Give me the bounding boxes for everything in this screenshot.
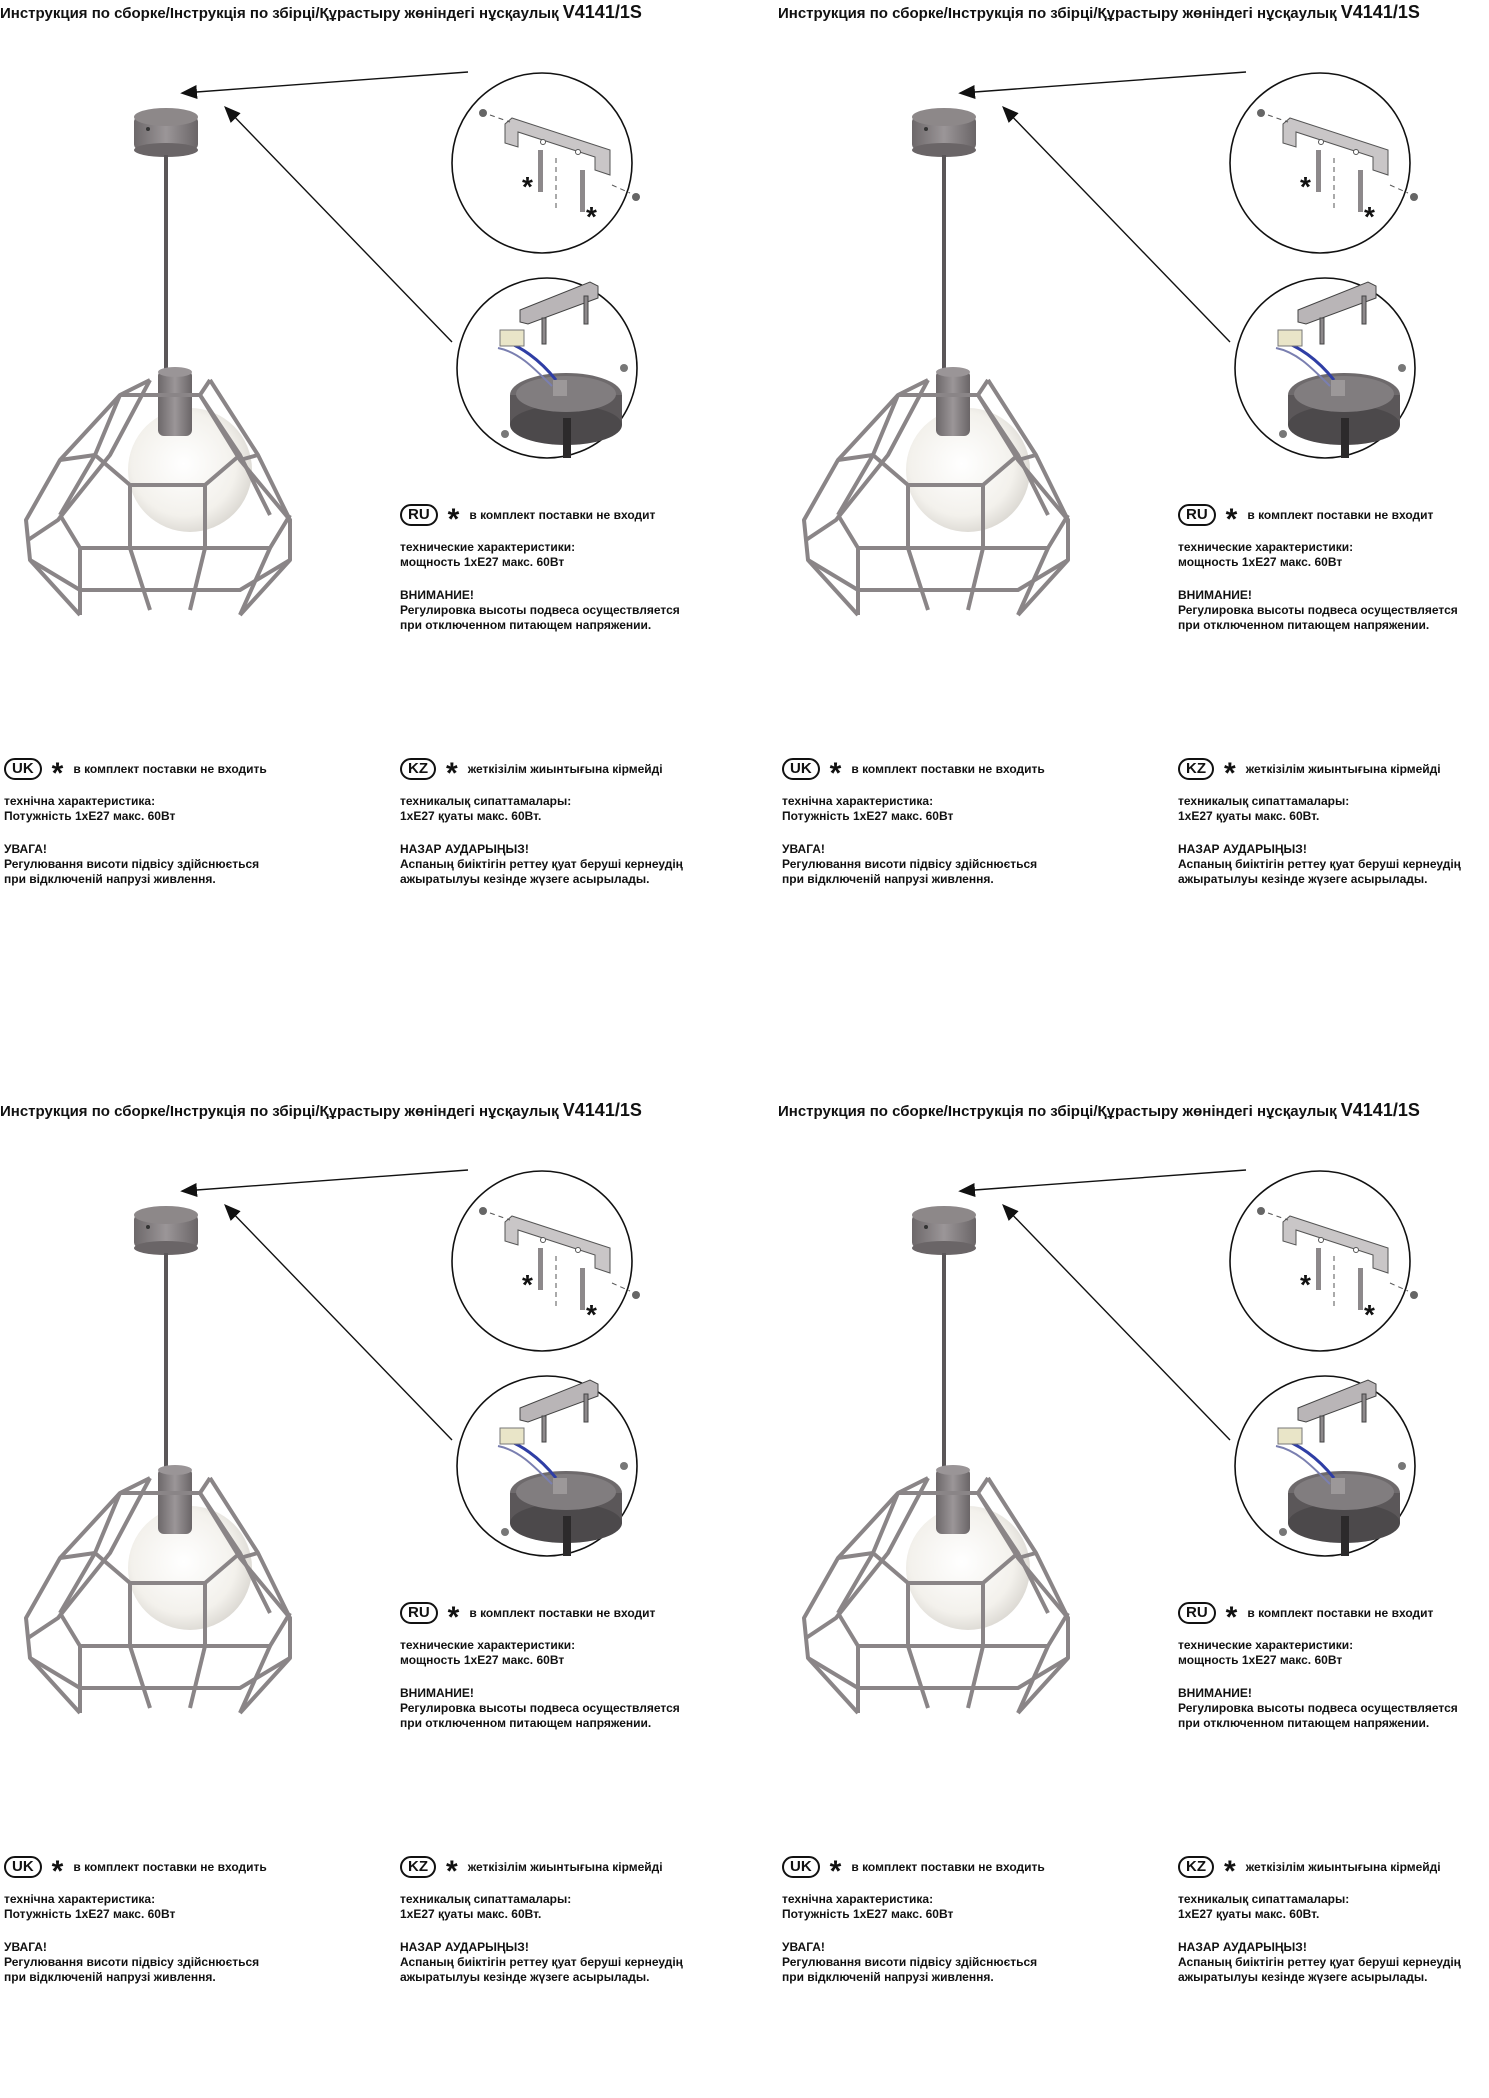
kz-not-included-note: жеткізілім жиынтығына кірмейді: [467, 761, 663, 776]
uk-not-included-note: в комплект поставки не входить: [73, 1859, 267, 1874]
ru-spec-value: мощность 1хЕ27 макс. 60Вт: [1178, 1653, 1343, 1667]
star-icon: *: [1225, 503, 1238, 536]
detail-circle-bracket: [452, 1171, 640, 1351]
ceiling-canopy: [134, 1206, 198, 1255]
instruction-sheet: [778, 1098, 1489, 2098]
callout-arrows: [183, 72, 468, 342]
arrow-to-canopy-2: [226, 1206, 452, 1440]
arrow-to-canopy-2: [1004, 108, 1230, 342]
ru-warning-title: ВНИМАНИЕ!: [1178, 1686, 1252, 1700]
kz-spec-value: 1хЕ27 қуаты макс. 60Вт.: [400, 1907, 542, 1921]
uk-warning-line: при відключеній напрузі живлення.: [782, 872, 994, 886]
title-text: Инструкция по сборке/Інструкція по збірці/Құрастыру жөніндегі нұсқаулық: [0, 5, 559, 22]
star-icon: *: [51, 1855, 64, 1888]
kz-section: [1178, 1854, 1489, 1985]
star-marker: *: [1364, 1299, 1375, 1330]
star-icon: *: [1224, 757, 1236, 790]
star-marker: *: [586, 201, 597, 232]
uk-spec-title: технічна характеристика:: [782, 794, 934, 808]
title-text: Инструкция по сборке/Інструкція по збірці/Құрастыру жөніндегі нұсқаулық: [778, 1103, 1337, 1120]
ru-spec-title: технические характеристики:: [400, 540, 576, 554]
ru-language-badge: RU: [400, 1602, 438, 1624]
kz-warning-title: НАЗАР АУДАРЫҢЫЗ!: [400, 842, 529, 856]
star-marker: *: [586, 1299, 597, 1330]
detail-circle-bracket: [452, 73, 640, 253]
ceiling-canopy: [134, 108, 198, 157]
uk-language-badge: UK: [782, 1856, 820, 1878]
kz-spec-title: техникалық сипаттамалары:: [1178, 1892, 1350, 1906]
kz-language-badge: KZ: [400, 1856, 436, 1878]
kz-language-badge: KZ: [400, 758, 436, 780]
uk-warning-line: при відключеній напрузі живлення.: [4, 1970, 216, 1984]
arrow-to-canopy: [961, 1170, 1246, 1191]
title-text: Инструкция по сборке/Інструкція по збірці/Құрастыру жөніндегі нұсқаулық: [0, 1103, 559, 1120]
ru-not-included-note: в комплект поставки не входит: [469, 507, 656, 522]
uk-spec-title: технічна характеристика:: [4, 1892, 156, 1906]
model-number: V4141/1S: [1340, 2, 1420, 22]
detail-circle-wiring: [457, 278, 637, 458]
star-icon: *: [447, 1601, 460, 1634]
kz-section: [400, 1854, 730, 1985]
uk-warning-line: при відключеній напрузі живлення.: [4, 872, 216, 886]
uk-section: [782, 756, 1112, 887]
kz-warning-line: Аспаның биіктігін реттеу қуат беруші кернеудің: [1178, 1955, 1461, 1969]
ceiling-canopy: [912, 1206, 976, 1255]
detail-circle-wiring: [457, 1376, 637, 1556]
arrow-to-canopy: [183, 72, 468, 93]
kz-warning-line: ажыратылуы кезінде жүзеге асырылады.: [1178, 872, 1428, 886]
kz-not-included-note: жеткізілім жиынтығына кірмейді: [1245, 1859, 1441, 1874]
callout-arrows: [183, 1170, 468, 1440]
instruction-sheet: [778, 0, 1489, 1000]
uk-warning-line: Регулювання висоти підвісу здійснюється: [4, 857, 260, 871]
uk-spec-value: Потужність 1хЕ27 макс. 60Вт: [4, 1907, 176, 1921]
uk-warning-line: при відключеній напрузі живлення.: [782, 1970, 994, 1984]
ru-language-badge: RU: [400, 504, 438, 526]
detail-circle-bracket: [1230, 73, 1418, 253]
callout-arrows: [961, 72, 1246, 342]
uk-spec-value: Потужність 1хЕ27 макс. 60Вт: [782, 1907, 954, 1921]
kz-warning-line: ажыратылуы кезінде жүзеге асырылады.: [1178, 1970, 1428, 1984]
uk-not-included-note: в комплект поставки не входить: [851, 1859, 1045, 1874]
kz-section: [400, 756, 730, 887]
star-icon: *: [51, 757, 64, 790]
star-icon: *: [829, 1855, 842, 1888]
kz-warning-line: Аспаның биіктігін реттеу қуат беруші кернеудің: [1178, 857, 1461, 871]
ru-section: [1178, 502, 1489, 633]
detail-circle-wiring: [1235, 278, 1415, 458]
uk-not-included-note: в комплект поставки не входить: [851, 761, 1045, 776]
kz-not-included-note: жеткізілім жиынтығына кірмейді: [467, 1859, 663, 1874]
star-icon: *: [829, 757, 842, 790]
kz-warning-title: НАЗАР АУДАРЫҢЫЗ!: [400, 1940, 529, 1954]
kz-spec-title: техникалық сипаттамалары:: [400, 794, 572, 808]
ru-warning-line: при отключенном питающем напряжении.: [1178, 1716, 1430, 1730]
star-icon: *: [1224, 1855, 1236, 1888]
uk-language-badge: UK: [782, 758, 820, 780]
kz-warning-title: НАЗАР АУДАРЫҢЫЗ!: [1178, 842, 1307, 856]
kz-spec-title: техникалық сипаттамалары:: [1178, 794, 1350, 808]
kz-section: [1178, 756, 1489, 887]
uk-warning-title: УВАГА!: [4, 1940, 47, 1954]
uk-language-badge: UK: [4, 1856, 42, 1878]
uk-section: [4, 1854, 334, 1985]
kz-language-badge: KZ: [1178, 758, 1214, 780]
uk-section: [4, 756, 334, 887]
ru-warning-title: ВНИМАНИЕ!: [400, 1686, 474, 1700]
uk-warning-line: Регулювання висоти підвісу здійснюється: [4, 1955, 260, 1969]
uk-warning-title: УВАГА!: [4, 842, 47, 856]
kz-warning-title: НАЗАР АУДАРЫҢЫЗ!: [1178, 1940, 1307, 1954]
model-number: V4141/1S: [562, 1100, 642, 1120]
uk-spec-title: технічна характеристика:: [4, 794, 156, 808]
ru-section: [400, 1600, 730, 1731]
ru-section: [1178, 1600, 1489, 1731]
ru-spec-value: мощность 1хЕ27 макс. 60Вт: [400, 1653, 565, 1667]
ru-warning-line: при отключенном питающем напряжении.: [400, 1716, 652, 1730]
ru-warning-line: Регулировка высоты подвеса осуществляется: [1178, 603, 1458, 617]
model-number: V4141/1S: [562, 2, 642, 22]
ru-not-included-note: в комплект поставки не входит: [1247, 507, 1434, 522]
arrow-to-canopy-2: [226, 108, 452, 342]
ru-spec-title: технические характеристики:: [400, 1638, 576, 1652]
ceiling-canopy: [912, 108, 976, 157]
arrow-to-canopy: [961, 72, 1246, 93]
ru-language-badge: RU: [1178, 504, 1216, 526]
kz-warning-line: ажыратылуы кезінде жүзеге асырылады.: [400, 872, 650, 886]
ru-spec-title: технические характеристики:: [1178, 540, 1354, 554]
uk-section: [782, 1854, 1112, 1985]
star-icon: *: [1225, 1601, 1238, 1634]
uk-warning-line: Регулювання висоти підвісу здійснюється: [782, 857, 1038, 871]
arrow-to-canopy-2: [1004, 1206, 1230, 1440]
uk-warning-line: Регулювання висоти підвісу здійснюється: [782, 1955, 1038, 1969]
arrow-to-canopy: [183, 1170, 468, 1191]
uk-not-included-note: в комплект поставки не входить: [73, 761, 267, 776]
kz-warning-line: Аспаның биіктігін реттеу қуат беруші кернеудің: [400, 1955, 683, 1969]
kz-warning-line: Аспаның биіктігін реттеу қуат беруші кернеудің: [400, 857, 683, 871]
detail-circle-bracket: [1230, 1171, 1418, 1351]
ru-warning-line: Регулировка высоты подвеса осуществляется: [1178, 1701, 1458, 1715]
kz-spec-value: 1хЕ27 қуаты макс. 60Вт.: [400, 809, 542, 823]
kz-language-badge: KZ: [1178, 1856, 1214, 1878]
kz-spec-title: техникалық сипаттамалары:: [400, 1892, 572, 1906]
instruction-sheet: [0, 0, 744, 1000]
star-marker: *: [1300, 171, 1311, 202]
star-icon: *: [446, 757, 458, 790]
kz-spec-value: 1хЕ27 қуаты макс. 60Вт.: [1178, 1907, 1320, 1921]
uk-spec-title: технічна характеристика:: [782, 1892, 934, 1906]
ru-not-included-note: в комплект поставки не входит: [469, 1605, 656, 1620]
star-marker: *: [1300, 1269, 1311, 1300]
kz-not-included-note: жеткізілім жиынтығына кірмейді: [1245, 761, 1441, 776]
uk-language-badge: UK: [4, 758, 42, 780]
ru-warning-title: ВНИМАНИЕ!: [400, 588, 474, 602]
callout-arrows: [961, 1170, 1246, 1440]
star-marker: *: [522, 1269, 533, 1300]
ru-spec-title: технические характеристики:: [1178, 1638, 1354, 1652]
model-number: V4141/1S: [1340, 1100, 1420, 1120]
star-icon: *: [447, 503, 460, 536]
star-icon: *: [446, 1855, 458, 1888]
ru-spec-value: мощность 1хЕ27 макс. 60Вт: [1178, 555, 1343, 569]
ru-spec-value: мощность 1хЕ27 макс. 60Вт: [400, 555, 565, 569]
ru-warning-line: при отключенном питающем напряжении.: [1178, 618, 1430, 632]
star-marker: *: [522, 171, 533, 202]
kz-spec-value: 1хЕ27 қуаты макс. 60Вт.: [1178, 809, 1320, 823]
ru-warning-line: Регулировка высоты подвеса осуществляется: [400, 603, 680, 617]
ru-warning-title: ВНИМАНИЕ!: [1178, 588, 1252, 602]
uk-warning-title: УВАГА!: [782, 1940, 825, 1954]
uk-spec-value: Потужність 1хЕ27 макс. 60Вт: [782, 809, 954, 823]
ru-warning-line: Регулировка высоты подвеса осуществляется: [400, 1701, 680, 1715]
ru-not-included-note: в комплект поставки не входит: [1247, 1605, 1434, 1620]
uk-spec-value: Потужність 1хЕ27 макс. 60Вт: [4, 809, 176, 823]
ru-section: [400, 502, 730, 633]
ru-language-badge: RU: [1178, 1602, 1216, 1624]
uk-warning-title: УВАГА!: [782, 842, 825, 856]
instruction-sheet: [0, 1098, 744, 2098]
kz-warning-line: ажыратылуы кезінде жүзеге асырылады.: [400, 1970, 650, 1984]
detail-circle-wiring: [1235, 1376, 1415, 1556]
star-marker: *: [1364, 201, 1375, 232]
title-text: Инструкция по сборке/Інструкція по збірці/Құрастыру жөніндегі нұсқаулық: [778, 5, 1337, 22]
ru-warning-line: при отключенном питающем напряжении.: [400, 618, 652, 632]
